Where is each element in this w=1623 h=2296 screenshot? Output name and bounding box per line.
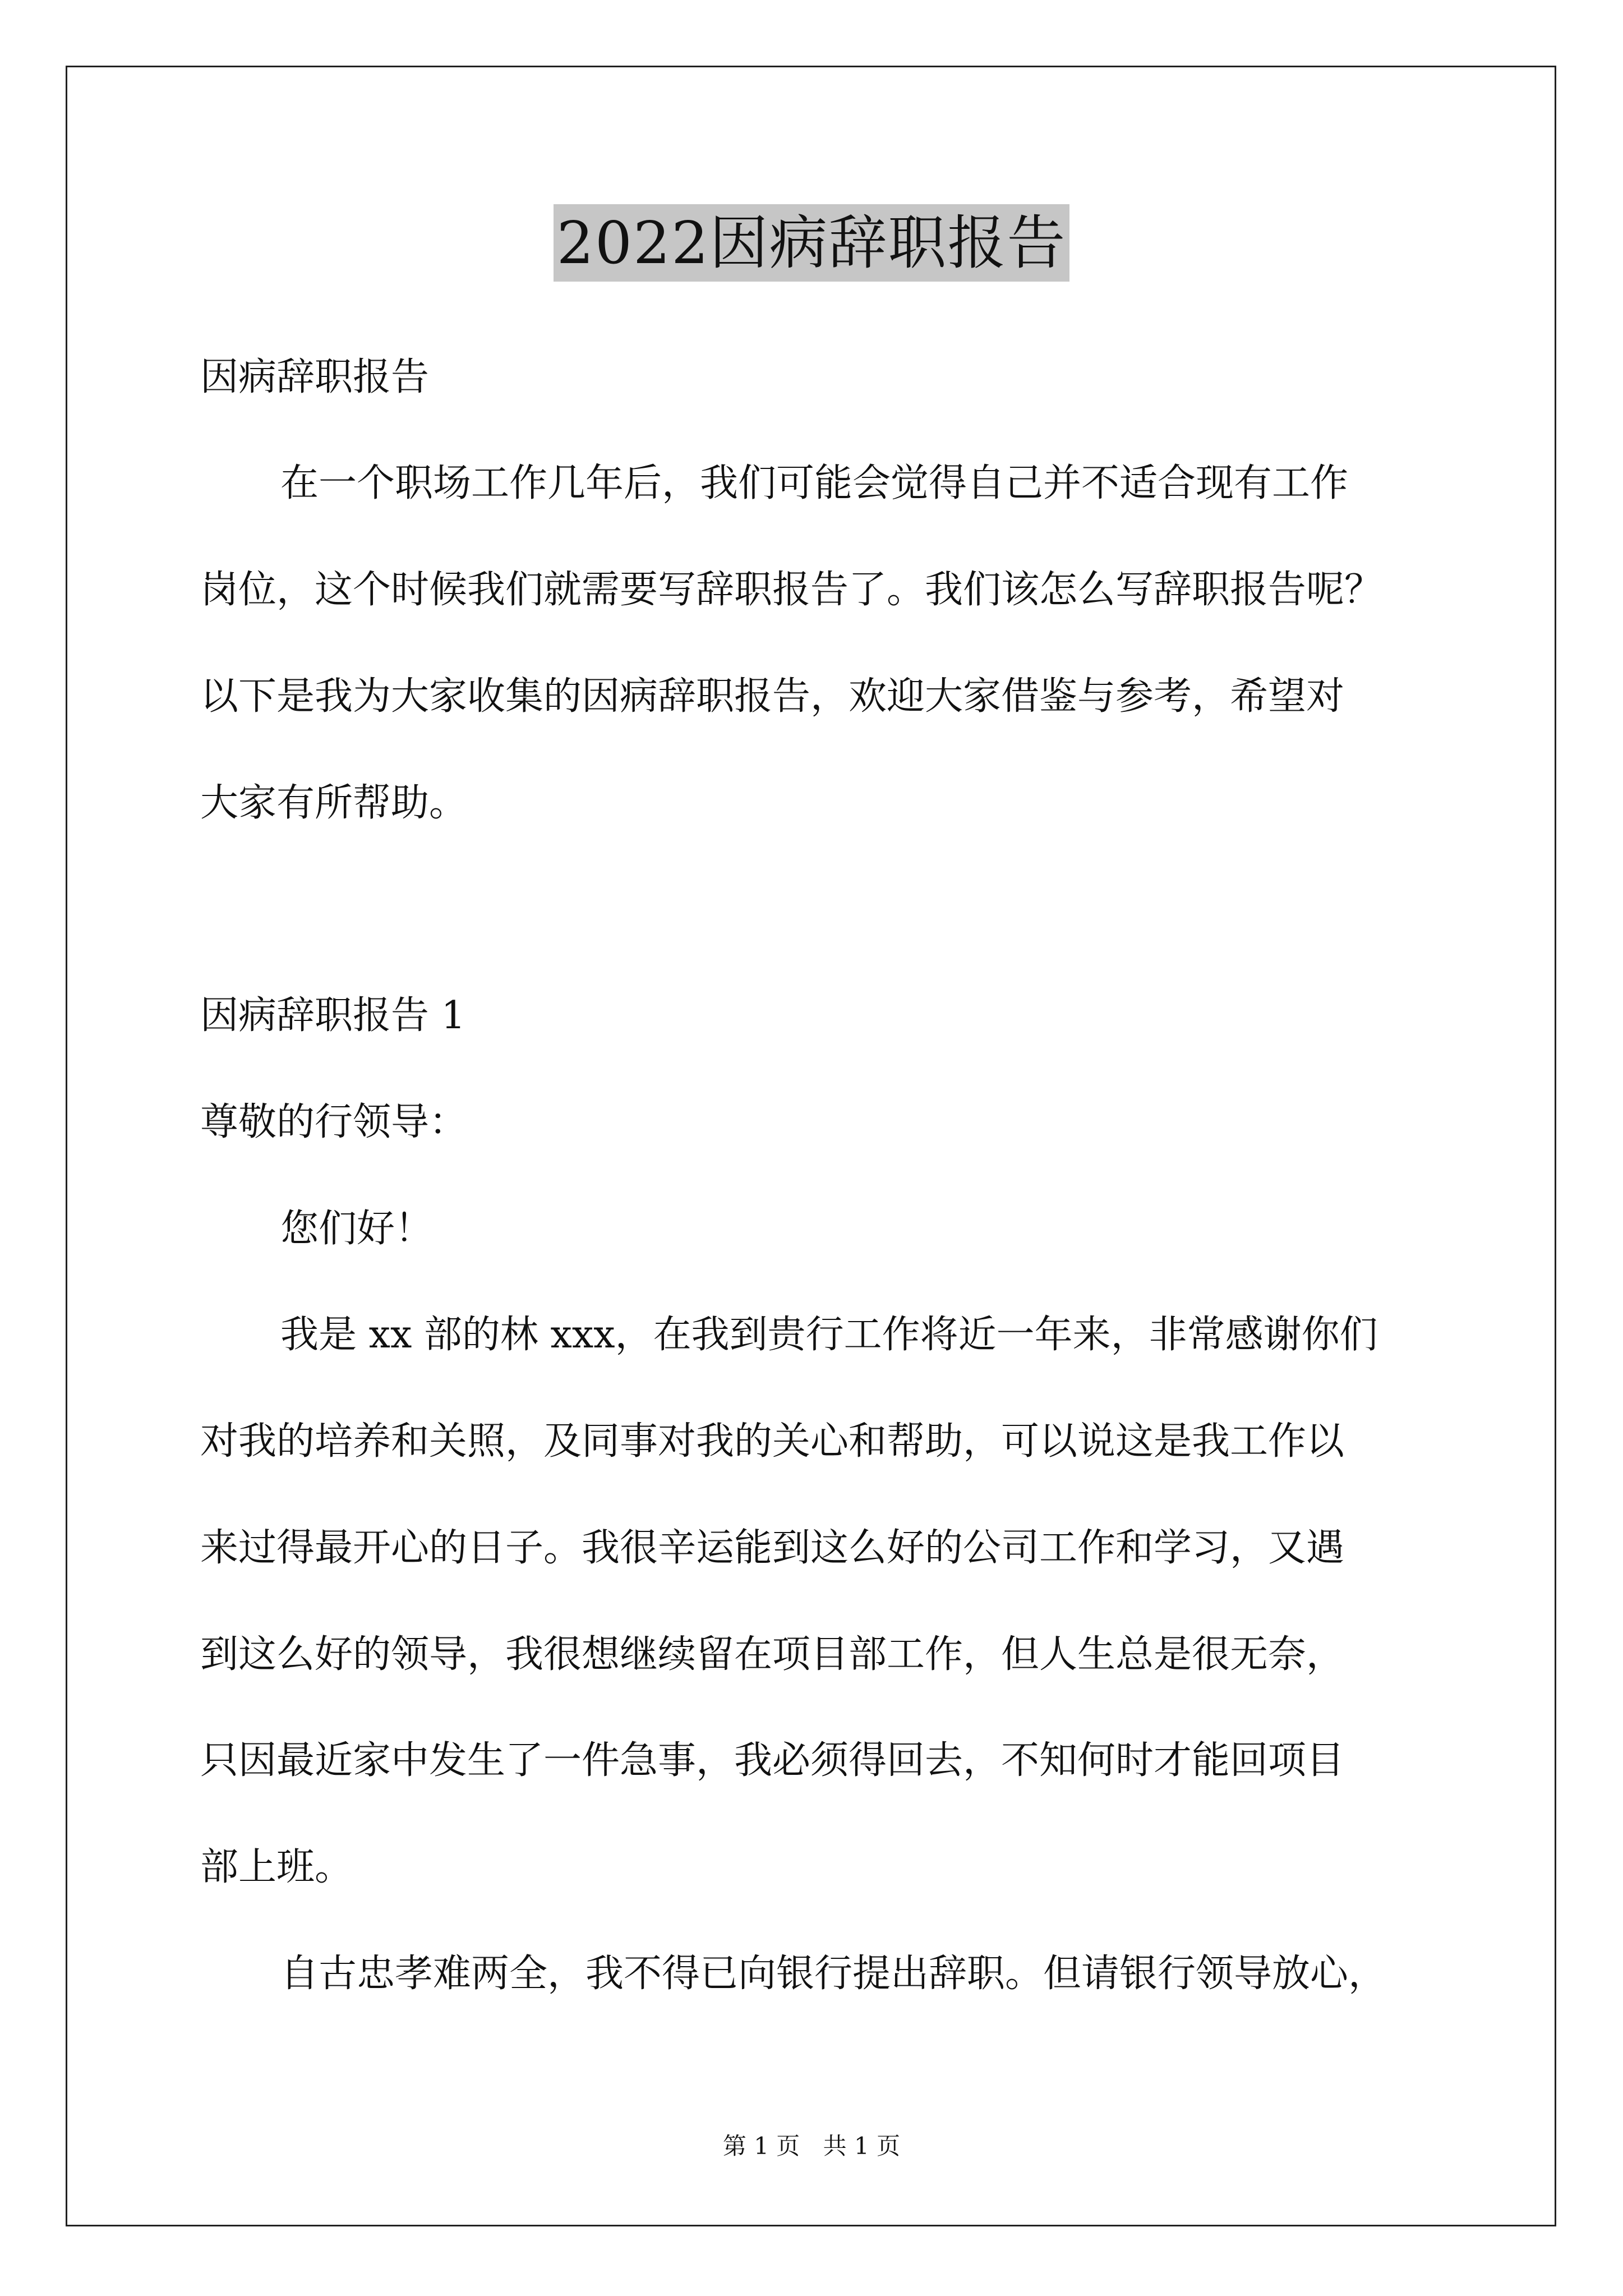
intro-line-4: 大家有所帮助。 bbox=[200, 781, 468, 825]
document-subtitle: 因病辞职报告 bbox=[200, 355, 430, 399]
salutation: 尊敬的行领导： bbox=[200, 1100, 468, 1144]
title-container bbox=[0, 204, 1623, 282]
greeting: 您们好！ bbox=[280, 1207, 434, 1251]
intro-line-3: 以下是我为大家收集的因病辞职报告，欢迎大家借鉴与参考，希望对 bbox=[200, 674, 1345, 719]
paragraph1-line-1: 我是 xx 部的林 xxx，在我到贵行工作将近一年来，非常感谢你们 bbox=[280, 1313, 1378, 1357]
document-title: 2022因病辞职报告 bbox=[554, 204, 1070, 282]
page-number-current: 第 1 页 bbox=[722, 2132, 800, 2160]
section-heading: 因病辞职报告 1 bbox=[200, 993, 465, 1038]
paragraph1-line-5: 只因最近家中发生了一件急事，我必须得回去，不知何时才能回项目 bbox=[200, 1738, 1345, 1783]
paragraph1-line-3: 来过得最开心的日子。我很辛运能到这么好的公司工作和学习，又遇 bbox=[200, 1526, 1345, 1570]
paragraph1-line-4: 到这么好的领导，我很想继续留在项目部工作，但人生总是很无奈， bbox=[200, 1632, 1345, 1677]
paragraph1-line-6: 部上班。 bbox=[200, 1845, 353, 1889]
paragraph2-line-1: 自古忠孝难两全，我不得已向银行提出辞职。但请银行领导放心， bbox=[280, 1952, 1387, 1996]
intro-line-2: 岗位，这个时候我们就需要写辞职报告了。我们该怎么写辞职报告呢？ bbox=[200, 568, 1383, 612]
paragraph1-line-2: 对我的培养和关照，及同事对我的关心和帮助，可以说这是我工作以 bbox=[200, 1419, 1345, 1464]
page-number-total: 共 1 页 bbox=[823, 2132, 901, 2160]
intro-line-1: 在一个职场工作几年后，我们可能会觉得自己并不适合现有工作 bbox=[280, 461, 1349, 505]
page-footer bbox=[0, 2131, 1623, 2162]
